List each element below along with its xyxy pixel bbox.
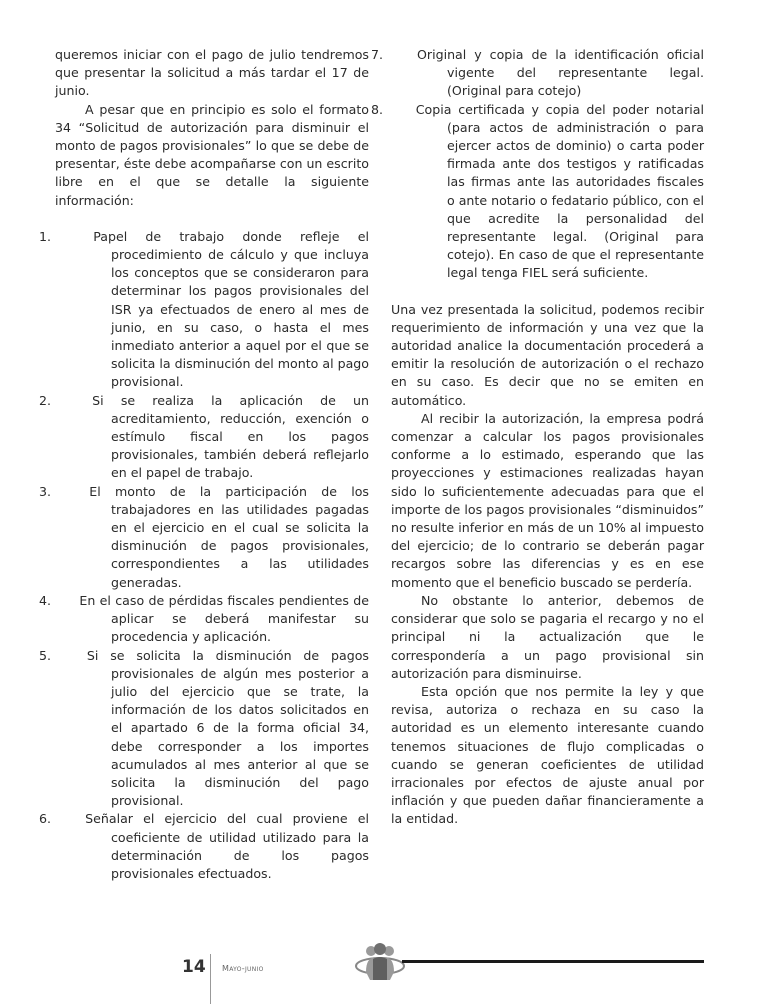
page-footer — [0, 940, 768, 1004]
requirements-list-continued — [371, 46, 704, 283]
list-item: 3. El monto de la participación de los trabajadores en las utilidades pagadas en el ejercicio en el cual se solicita la disminución de pagos provisionales, correspondientes a las utilidades generadas. — [39, 483, 369, 590]
intro-paragraph-1: queremos iniciar con el pago de julio tendremos que presentar la solicitud a más tardar el 17 de junio. — [55, 47, 369, 99]
requirements-list — [39, 228, 369, 883]
body-paragraph-3: No obstante lo anterior, debemos de considerar que solo se pagaria el recargo y no el principal ni la actualización que le correspondería a un pago provisional sin autorización para disminuirse. — [391, 592, 704, 681]
list-item: 6. Señalar el ejercicio del cual proviene el coeficiente de utilidad utilizado para la determinación de los pagos provisionales efectuados. — [39, 811, 369, 881]
list-item: 4. En el caso de pérdidas fiscales pendientes de aplicar se deberá manifestar su procedencia y aplicación. — [39, 592, 369, 645]
left-column — [39, 46, 369, 883]
list-item: 8. Copia certificada y copia del poder notarial (para actos de administración o para ejercer actos de dominio) o carta poder firmada ante dos testigos y ratificadas las firmas ante las autoridades fiscales o ante notario o fedatario público, con el que acredite la personalidad del representante legal. (Original para cotejo). En caso de que el representante legal tenga FIEL será suficiente. — [371, 101, 704, 281]
footer-divider — [210, 954, 211, 1004]
body-paragraph-1: Una vez presentada la solicitud, podemos recibir requerimiento de información y una vez que la autoridad analice la documentación procederá a emitir la resolución de autorización o el rechazo en su caso. Es decir que no se emiten en automático. — [391, 301, 704, 408]
list-item: 7. Original y copia de la identificación oficial vigente del representante legal. (Original para cotejo) — [371, 47, 704, 99]
list-item: 1. Papel de trabajo donde refleje el procedimiento de cálculo y que incluya los conceptos que se consideraron para determinar los pagos provisionales del ISR ya efectuados de enero al mes de junio, en su caso, o hasta el mes inmediato anterior a aquel por el que se solicita la disminución del monto al pago provisional. — [39, 228, 369, 390]
list-item: 2. Si se realiza la aplicación de un acreditamiento, reducción, exención o estímulo fiscal en los pagos provisionales, también deberá reflejarlo en el papel de trabajo. — [39, 392, 369, 481]
right-column — [371, 46, 704, 829]
publisher-logo-icon — [354, 942, 406, 986]
issue-label: Mayo-junio — [222, 964, 264, 973]
body-paragraph-4: Esta opción que nos permite la ley y que revisa, autoriza o rechaza en su caso la autoridad es un elemento interesante cuando tenemos situaciones de flujo complicadas o cuando se generan coeficientes de utilidad irracionales por efectos de ajuste anual por inflación y que pueden dañar financieramente a la entidad. — [391, 683, 704, 827]
page-number: 14 — [182, 957, 206, 977]
footer-rule — [402, 960, 704, 963]
intro-paragraph-2: A pesar que en principio es solo el formato 34 “Solicitud de autorización para disminuir el monto de pagos provisionales” lo que se debe de presentar, éste debe acompañarse con un escrito libre en el que se detalle la siguiente información: — [55, 101, 369, 208]
list-item: 5. Si se solicita la disminución de pagos provisionales de algún mes posterior a julio del ejercicio que se trate, la información de los datos solicitados en el apartado 6 de la forma oficial 34, debe corresponder a los importes acumulados al mes anterior al que se solicita la disminución del pago provisional. — [39, 647, 369, 809]
body-paragraph-2: Al recibir la autorización, la empresa podrá comenzar a calcular los pagos provisionales conforme a lo estimado, esperando que las proyecciones y estimaciones realizadas hayan sido lo suficientemente adecuadas para que el importe de los pagos provisionales “disminuidos” no resulte inferior en más de un 10% al impuesto del ejercicio; de lo contrario se deberán pagar recargos sobre las diferencias y es en ese momento que el beneficio buscado se perdería. — [391, 410, 704, 590]
